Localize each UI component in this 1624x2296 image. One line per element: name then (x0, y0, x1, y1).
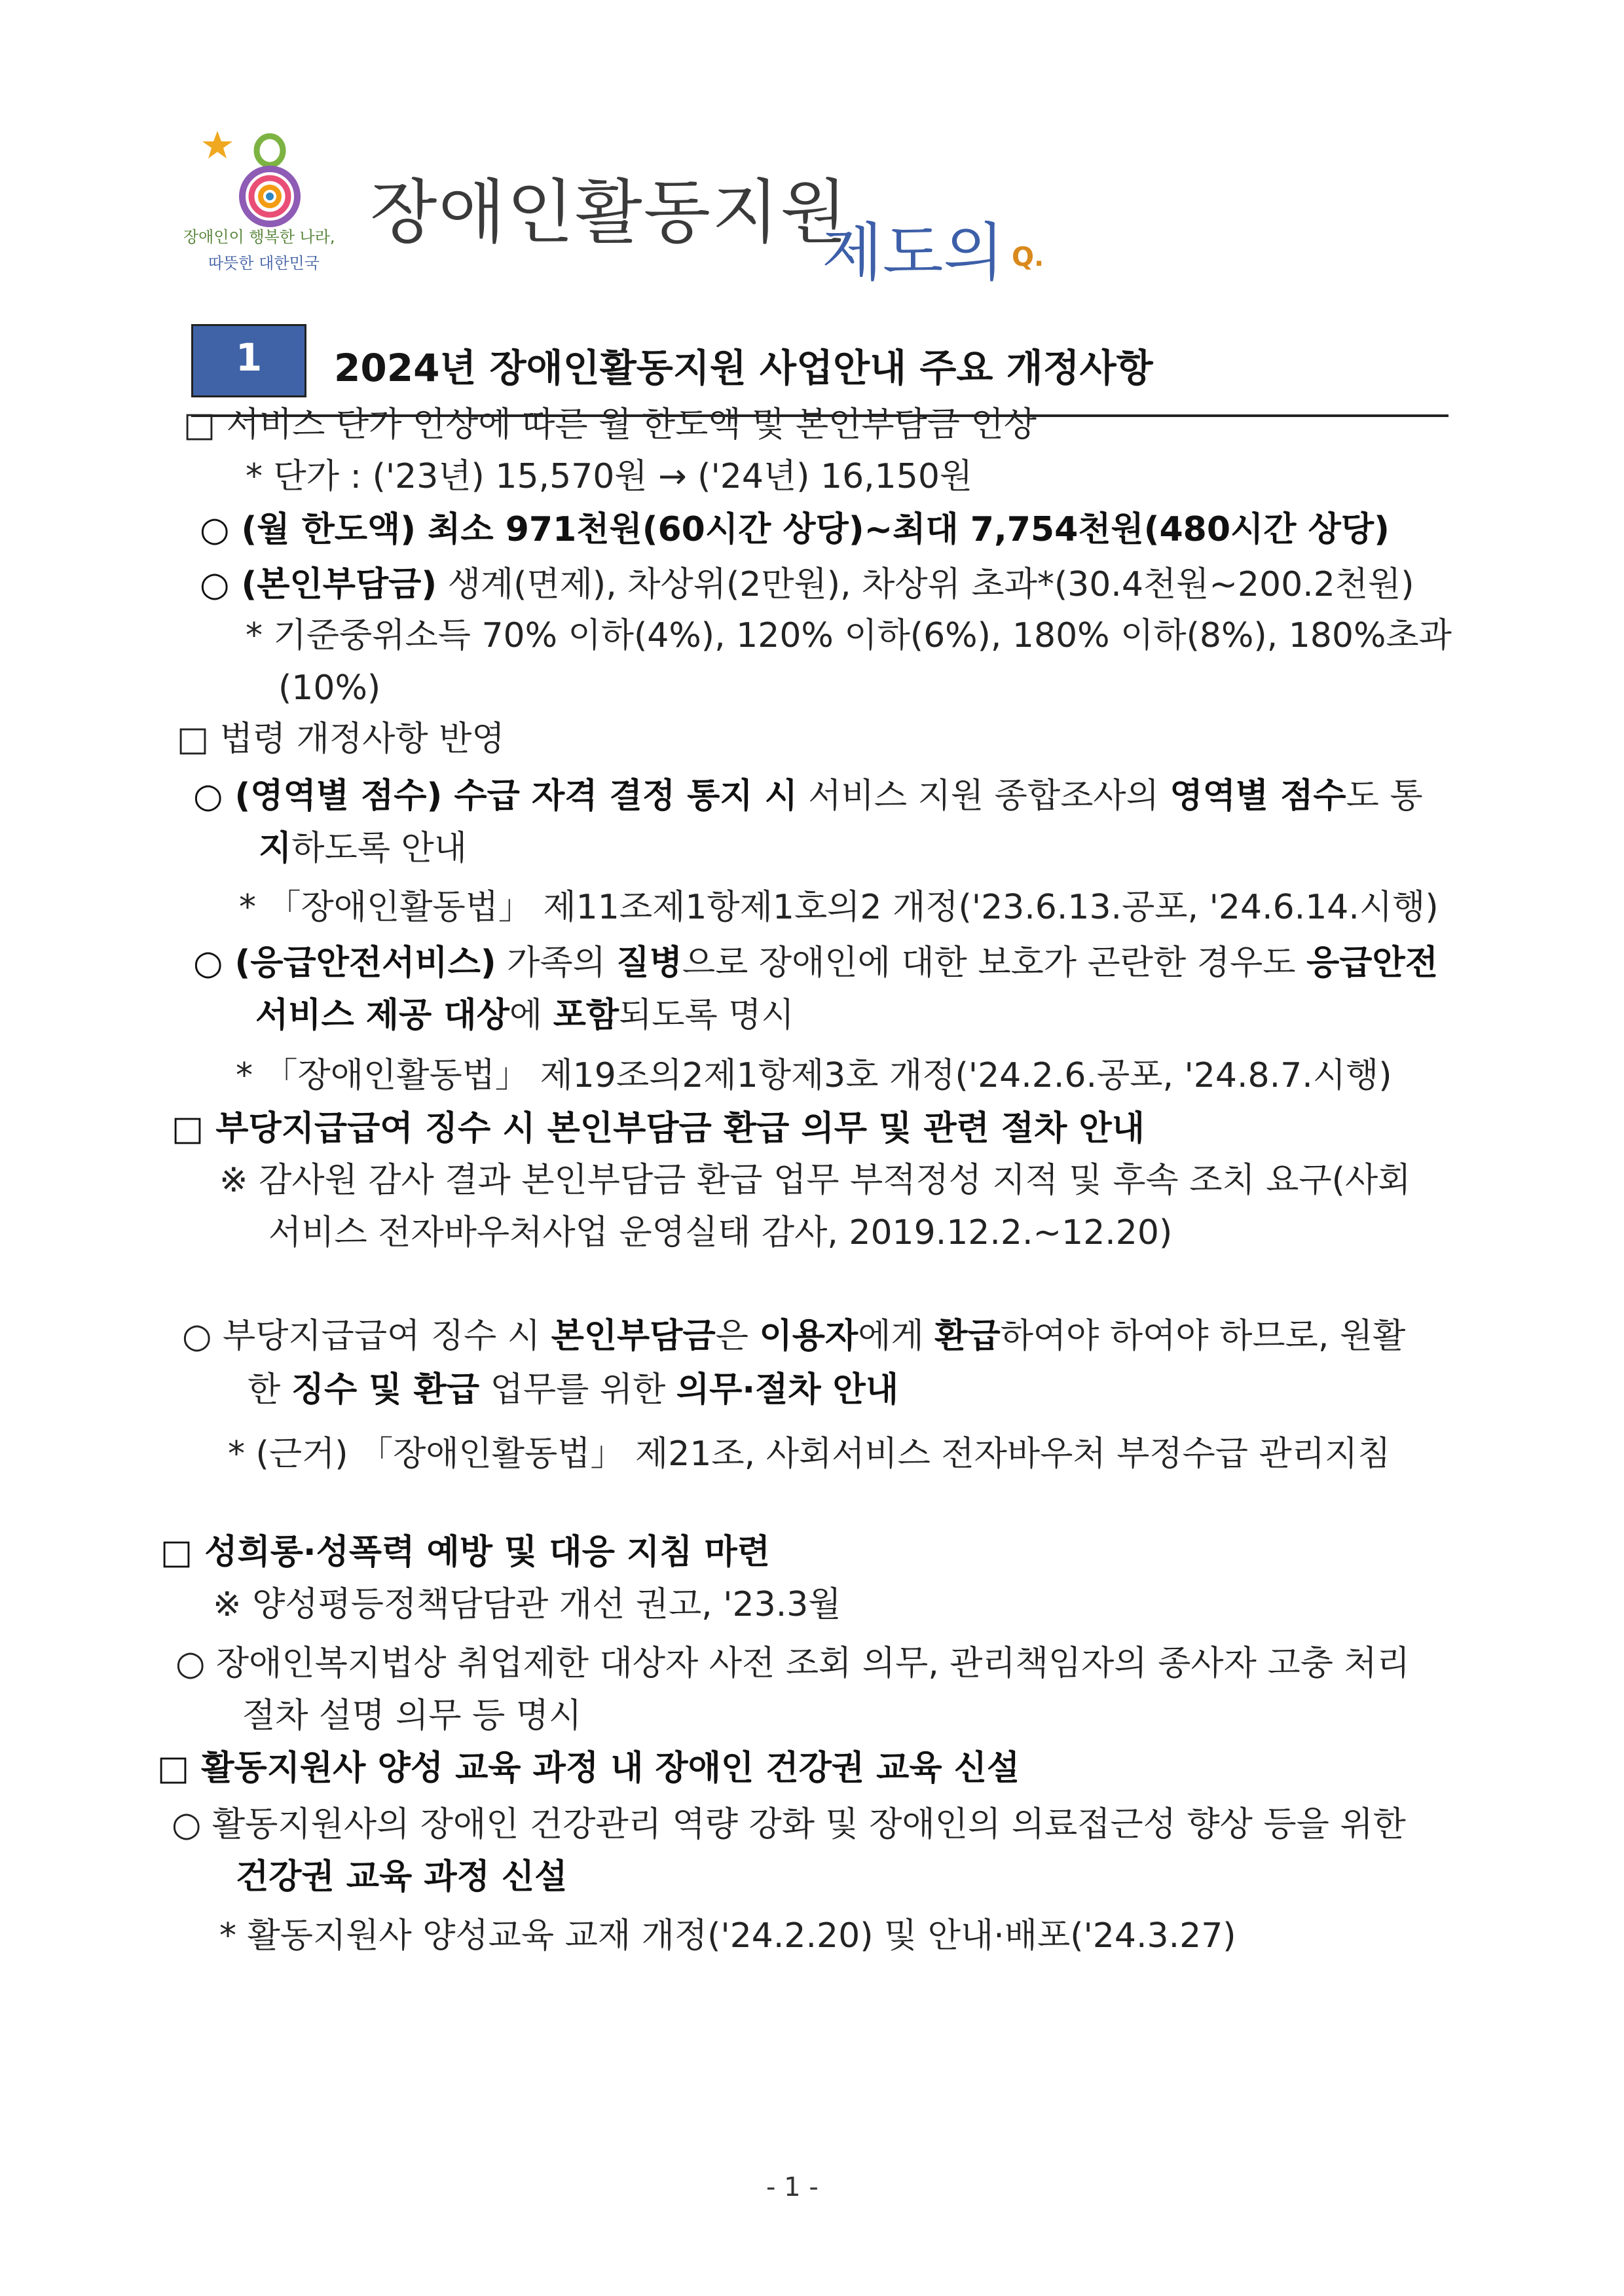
logo-swirl-icon (242, 136, 297, 224)
page-subtitle: 제도의 (822, 216, 1005, 289)
page-title: 장애인활동지원 (370, 172, 849, 253)
item-refund-copayment-cont: 한 징수 및 환급 업무를 위한 의무·절차 안내 (248, 1370, 899, 1410)
item-employment-restriction-cont: 절차 설명 의무 등 명시 (242, 1696, 582, 1736)
item-monthly-limit: ○ (월 한도액) 최소 971천원(60시간 상당)~최대 7,754천원(480시간 상당) (200, 510, 1390, 549)
heading-service-price: □ 서비스 단가 인상에 따른 월 한도액 및 본인부담금 인상 (183, 405, 1037, 445)
note-unit-price: * 단가 : ('23년) 15,570원 → ('24년) 16,150원 (246, 457, 973, 496)
item-health-education: ○ 활동지원사의 장애인 건강관리 역량 강화 및 장애인의 의료접근성 향상 등을 위한 (172, 1805, 1406, 1844)
heading-law-amendments: □ 법령 개정사항 반영 (177, 720, 505, 759)
page-number: - 1 - (766, 2172, 819, 2202)
heading-health-education: □ 활동지원사 양성 교육 과정 내 장애인 건강권 교육 신설 (157, 1749, 1020, 1788)
logo-slogan-line1: 장애인이 행복한 나라, (183, 228, 335, 246)
item-refund-copayment: ○ 부당지급급여 징수 시 본인부담금은 이용자에게 환급하여야 하여야 하므로, 원활 (182, 1317, 1406, 1356)
note-legal-basis: * (근거) 「장애인활동법」 제21조, 사회서비스 전자바우처 부정수급 관리지침 (228, 1434, 1391, 1474)
section-title: 2024년 장애인활동지원 사업안내 주요 개정사항 (334, 346, 1153, 390)
note-audit-finding: ※ 감사원 감사 결과 본인부담금 환급 업무 부적정성 지적 및 후속 조치 요구(사회 (219, 1161, 1411, 1200)
heading-refund-obligation: □ 부당지급급여 징수 시 본인부담금 환급 의무 및 관련 절차 안내 (172, 1109, 1145, 1148)
item-copayment: ○ (본인부담금) 생계(면제), 차상위(2만원), 차상위 초과*(30.4천원~200.2천원) (200, 565, 1414, 604)
note-textbook-revision: * 활동지원사 양성교육 교재 개정('24.2.20) 및 안내·배포('24.3.27) (219, 1916, 1236, 1956)
heading-harassment-guideline: □ 성희롱·성폭력 예방 및 대응 지침 마련 (160, 1533, 770, 1572)
note-income-criteria: * 기준중위소득 70% 이하(4%), 120% 이하(6%), 180% 이하(8%), 180%초과 (246, 616, 1452, 655)
item-emergency-service: ○ (응급안전서비스) 가족의 질병으로 장애인에 대한 보호가 곤란한 경우도 응급안전 (193, 943, 1438, 983)
note-gender-equality: ※ 양성평등정책담담관 개선 권고, '23.3월 (213, 1585, 841, 1624)
item-health-education-cont: 건강권 교육 과정 신설 (236, 1857, 568, 1897)
note-article-19: * 「장애인활동법」 제19조의2제1항제3호 개정('24.2.6.공포, '24.8.7.시행) (236, 1056, 1392, 1095)
note-article-11: * 「장애인활동법」 제11조제1항제1호의2 개정('23.6.13.공포, '24.6.14.시행) (239, 888, 1439, 927)
page-subtitle-mark: Q. (1012, 242, 1044, 272)
section-number: 1 (235, 335, 263, 380)
item-employment-restriction: ○ 장애인복지법상 취업제한 대상자 사전 조회 의무, 관리책임자의 종사자 고충 처리 (175, 1644, 1410, 1683)
logo-slogan-line2: 따뜻한 대한민국 (208, 254, 320, 272)
item-domain-scores: ○ (영역별 점수) 수급 자격 결정 통지 시 서비스 지원 종합조사의 영역별 점수도 통 (193, 776, 1423, 816)
note-income-criteria-cont: (10%) (278, 668, 381, 708)
item-domain-scores-cont: 지하도록 안내 (259, 829, 467, 868)
logo-star-icon (202, 131, 232, 158)
item-emergency-service-cont: 서비스 제공 대상에 포함되도록 명시 (255, 996, 794, 1035)
note-audit-finding-cont: 서비스 전자바우처사업 운영실태 감사, 2019.12.2.~12.20) (268, 1213, 1173, 1252)
